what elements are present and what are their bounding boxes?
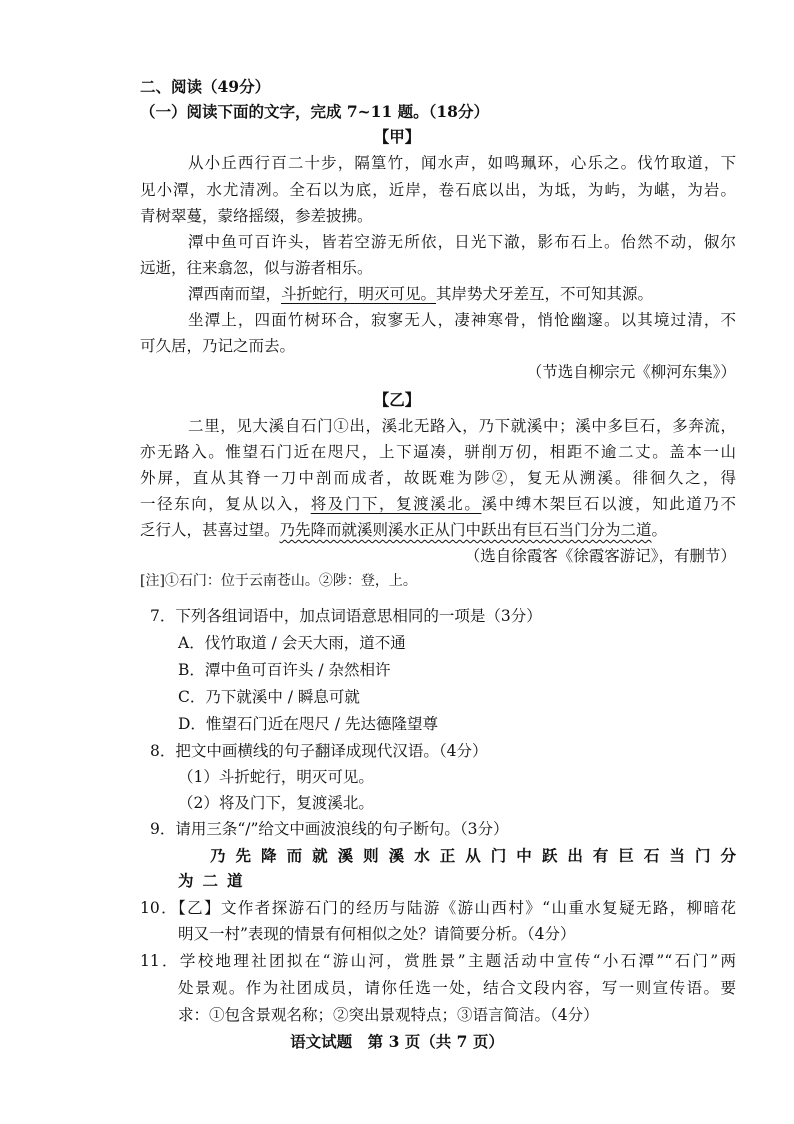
question-9-sentence-line2: 为二道 (178, 871, 252, 890)
annotation-note: [注]①石门：位于云南苍山。②陟：登，上。 (140, 573, 417, 589)
passage-yi-label: 【乙】 (373, 390, 421, 409)
question-7-option-d: D．惟望石门近在咫尺 / 先达德隆望尊 (178, 715, 439, 733)
question-10-line1: 10．【乙】文作者探游石门的经历与陆游《游山西村》“山重水复疑无路，柳暗花 (140, 899, 736, 917)
jia-p1-line2: 见小潭，水尤清冽。全石以为底，近岸，卷石底以出，为坻，为屿，为嵁，为岩。 (140, 181, 736, 199)
question-9-stem: 9．请用三条“/”给文中画波浪线的句子断句。（3分） (150, 820, 509, 838)
question-11-line3: 求：①包含景观名称；②突出景观特点；③语言简洁。（4分） (178, 1006, 599, 1024)
yi-wavy-sentence: 乃先降而就溪则溪水正从门中跃出有巨石当门分为二道 (279, 521, 652, 539)
jia-p2-line2: 远逝，往来翕忽，似与游者相乐。 (140, 259, 373, 277)
question-8-sentence-2: （2）将及门下，复渡溪北。 (178, 794, 374, 812)
jia-p3-rest: 其岸势犬牙差互，不可知其源。 (436, 285, 654, 303)
question-7-option-b: B．潭中鱼可百许头 / 杂然相许 (178, 661, 391, 679)
page-footer: 语文试题 第 3 页（共 7 页） (290, 1032, 504, 1051)
question-7-option-a: A．伐竹取道 / 会天大雨，道不通 (178, 634, 406, 652)
yi-line1: 二里，见大溪自石门①出，溪北无路入，乃下就溪中；溪中多巨石，多奔流， (188, 417, 736, 435)
yi-line4-lead: 一径东向，复从以入， (140, 495, 311, 513)
question-7-option-c: C．乃下就溪中 / 瞬息可就 (178, 688, 360, 706)
jia-p3-lead: 潭西南而望， (188, 285, 282, 303)
yi-line5-lead: 乏行人，甚喜过望。 (140, 521, 280, 539)
yi-source: （选自徐霞客《徐霞客游记》，有删节） (464, 547, 736, 565)
question-11-line1: 11．学校地理社团拟在“游山河，赏胜景”主题活动中宣传“小石潭”“石门”两 (140, 952, 736, 970)
yi-line5 (140, 519, 667, 541)
jia-p4-line2: 可久居，乃记之而去。 (140, 337, 296, 355)
jia-p1-line1: 从小丘西行百二十步，隔篁竹，闻水声，如鸣珮环，心乐之。伐竹取道，下 (188, 154, 736, 172)
jia-p4-line1: 坐潭上，四面竹树环合，寂寥无人，凄神寒骨，悄怆幽邃。以其境过清，不 (188, 311, 736, 329)
yi-line3: 外屏，直从其脊一刀中剖而成者，故既难为陟②，复无从溯溪。徘徊久之，得 (140, 469, 736, 487)
part-heading: （一）阅读下面的文字，完成 7~11 题。（18分） (140, 102, 489, 121)
jia-p1-line3: 青树翠蔓，蒙络摇缀，参差披拂。 (140, 207, 373, 225)
passage-jia-label: 【甲】 (373, 127, 421, 146)
jia-p3 (188, 283, 653, 305)
question-9-sentence-line1: 乃先降而就溪则溪水正从门中跃出有巨石当门分 (210, 846, 736, 865)
section-heading: 二、阅读（49分） (140, 77, 271, 96)
yi-line4-rest: 溪中缚木架巨石以渡，知此道乃不 (481, 495, 736, 513)
yi-line4 (140, 493, 736, 515)
question-8-sentence-1: （1）斗折蛇行，明灭可见。 (178, 768, 374, 786)
yi-line2: 亦无路入。惟望石门近在咫尺，上下逼凑，骈削万仞，相距不逾二丈。盖本一山 (140, 443, 736, 461)
question-10-line2: 明又一村”表现的情景有何相似之处？请简要分析。（4分） (178, 925, 576, 943)
yi-line5-end: 。 (651, 521, 668, 539)
jia-p2-line1: 潭中鱼可百许头，皆若空游无所依，日光下澈，影布石上。佁然不动，俶尔 (188, 233, 736, 251)
yi-underlined-sentence: 将及门下，复渡溪北。 (310, 495, 482, 513)
question-8-stem: 8．把文中画横线的句子翻译成现代汉语。（4分） (150, 742, 488, 760)
question-7-stem: 7．下列各组词语中，加点词语意思相同的一项是（3分） (150, 607, 542, 625)
question-11-line2: 处景观。作为社团成员，请你任选一处，结合文段内容，写一则宣传语。要 (178, 979, 736, 997)
jia-source: （节选自柳宗元《柳河东集》） (526, 363, 736, 381)
jia-p3-underlined-sentence: 斗折蛇行，明灭可见。 (281, 285, 437, 303)
